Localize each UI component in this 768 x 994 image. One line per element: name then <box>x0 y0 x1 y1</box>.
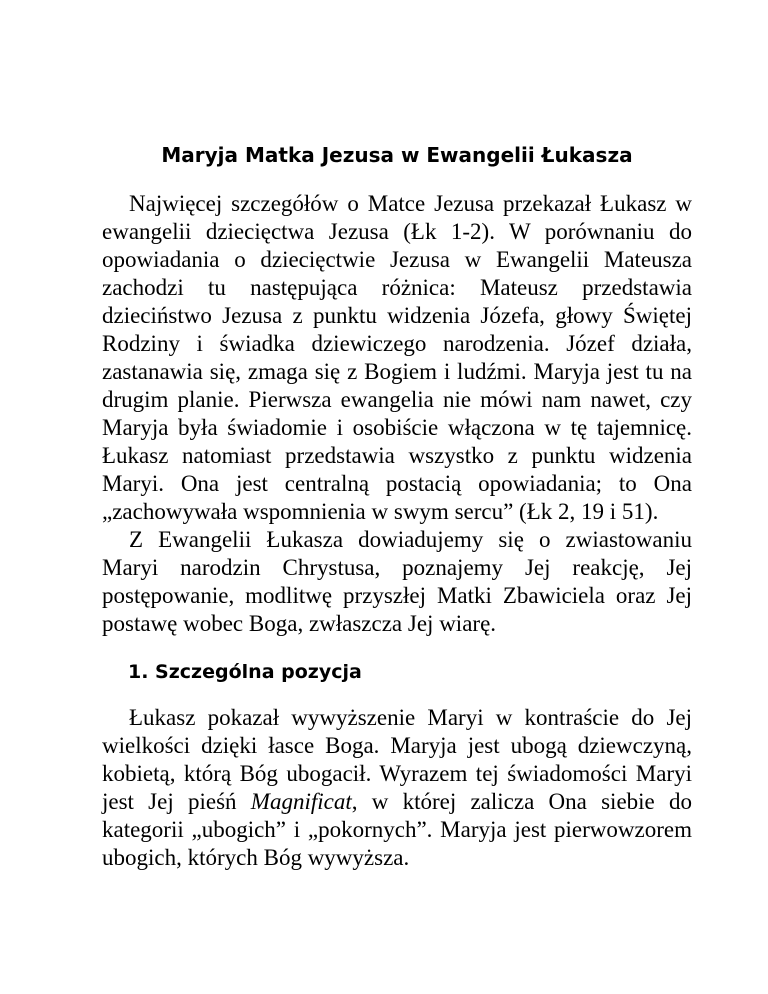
section-heading: 1. Szczególna pozycja <box>128 661 362 683</box>
paragraph: Najwięcej szczegółów o Matce Jezusa przekazał Łukasz w ewangelii dziecięctwa Jezusa (Łk 1-2). W porównaniu do opowiadania o dziecięctwie Jezusa w Ewangelii Mateusza zachodzi tu następująca różnica: Mateusz przedstawia dzieciństwo Jezusa z punktu widzenia Józefa, głowy Świętej Rodziny i świadka dziewiczego narodzenia. Józef działa, zastanawia się, zmaga się z Bogiem i ludźmi. Maryja jest tu na drugim planie. Pierwsza ewangelia nie mówi nam nawet, czy Maryja była świadomie i osobiście włączona w tę tajemnicę. Łukasz natomiast przedstawia wszystko z punktu widzenia Maryi. Ona jest centralną postacią opowiadania; to Ona „zachowywała wspomnienia w swym sercu” (Łk 2, 19 i 51). <box>102 191 692 524</box>
document-page <box>102 140 692 872</box>
italic-term: Magnificat <box>250 789 352 814</box>
paragraph-text: Łukasz pokazał wywyższenie Maryi w kontraście do Jej wielkości dzięki łasce Boga. Maryja jest ubogą dziewczyną, kobietą, którą Bóg ubogacił. Wyrazem tej świadomości Maryi jest Jej pieśń <box>102 705 692 814</box>
paragraph: Z Ewangelii Łukasza dowiadujemy się o zwiastowaniu Maryi narodzin Chrystusa, poznajemy Jej reakcję, Jej postępowanie, modlitwę przyszłej Matki Zbawiciela oraz Jej postawę wobec Boga, zwłaszcza Jej wiarę. <box>102 527 692 636</box>
document-title: Maryja Matka Jezusa w Ewangelii Łukasza <box>161 143 633 167</box>
paragraph <box>102 704 692 872</box>
paragraph-text: , w której zalicza Ona siebie do kategorii „ubogich” i „pokornych”. Maryja jest pierwowzorem ubogich, których Bóg wywyższa. <box>102 789 692 870</box>
